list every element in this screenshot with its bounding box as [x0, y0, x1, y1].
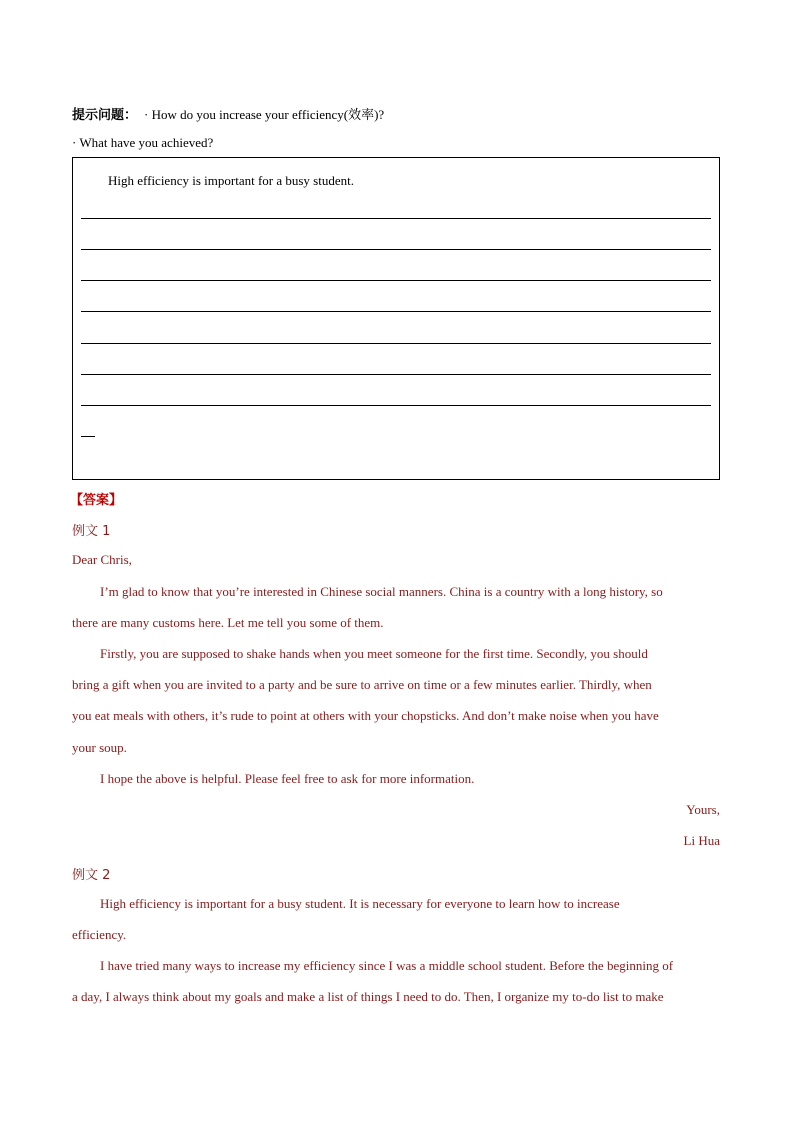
prompt-question-2: · What have you achieved?: [72, 135, 214, 150]
example-1-closing: Yours,: [686, 802, 720, 817]
prompt-label: 提示问题：: [72, 108, 138, 123]
writing-line: [81, 280, 711, 281]
writing-line: [81, 405, 711, 406]
example-2-line: efficiency.: [72, 927, 127, 942]
example-1-line: Firstly, you are supposed to shake hands when you meet someone for the first time. Secondly, you should: [100, 646, 648, 661]
example-1-line: there are many customs here. Let me tell you some of them.: [72, 615, 384, 630]
prompt-question-1: · How do you increase your efficiency(效率)?: [144, 107, 385, 122]
writing-line: [81, 343, 711, 344]
example-1-signature: Li Hua: [683, 833, 720, 848]
writing-line: [81, 374, 711, 375]
example-1-line: I’m glad to know that you’re interested in Chinese social manners. China is a country with a long history, so: [100, 584, 663, 599]
writing-line: [81, 249, 711, 250]
writing-end-dash: [81, 436, 95, 437]
example-1-line: your soup.: [72, 740, 127, 755]
example-2-label: 例文 2: [72, 868, 111, 883]
writing-line: [81, 311, 711, 312]
example-1-label: 例文 1: [72, 524, 111, 539]
example-1-line: bring a gift when you are invited to a party and be sure to arrive on time or a few minutes earlier. Thirdly, when: [72, 677, 652, 692]
example-2-line: High efficiency is important for a busy student. It is necessary for everyone to learn how to increase: [100, 896, 620, 911]
example-1-line: I hope the above is helpful. Please feel free to ask for more information.: [100, 771, 475, 786]
example-1-line: you eat meals with others, it’s rude to point at others with your chopsticks. And don’t make noise when you have: [72, 708, 659, 723]
writing-box[interactable]: [72, 157, 720, 480]
writing-opening-sentence: High efficiency is important for a busy student.: [108, 173, 354, 188]
example-1-greeting: Dear Chris,: [72, 552, 132, 567]
example-2-line: I have tried many ways to increase my efficiency since I was a middle school student. Before the beginning of: [100, 958, 674, 973]
writing-line: [81, 218, 711, 219]
answer-tag: 【答案】: [70, 493, 123, 508]
example-2-line: a day, I always think about my goals and make a list of things I need to do. Then, I organize my to-do list to make: [72, 989, 664, 1004]
